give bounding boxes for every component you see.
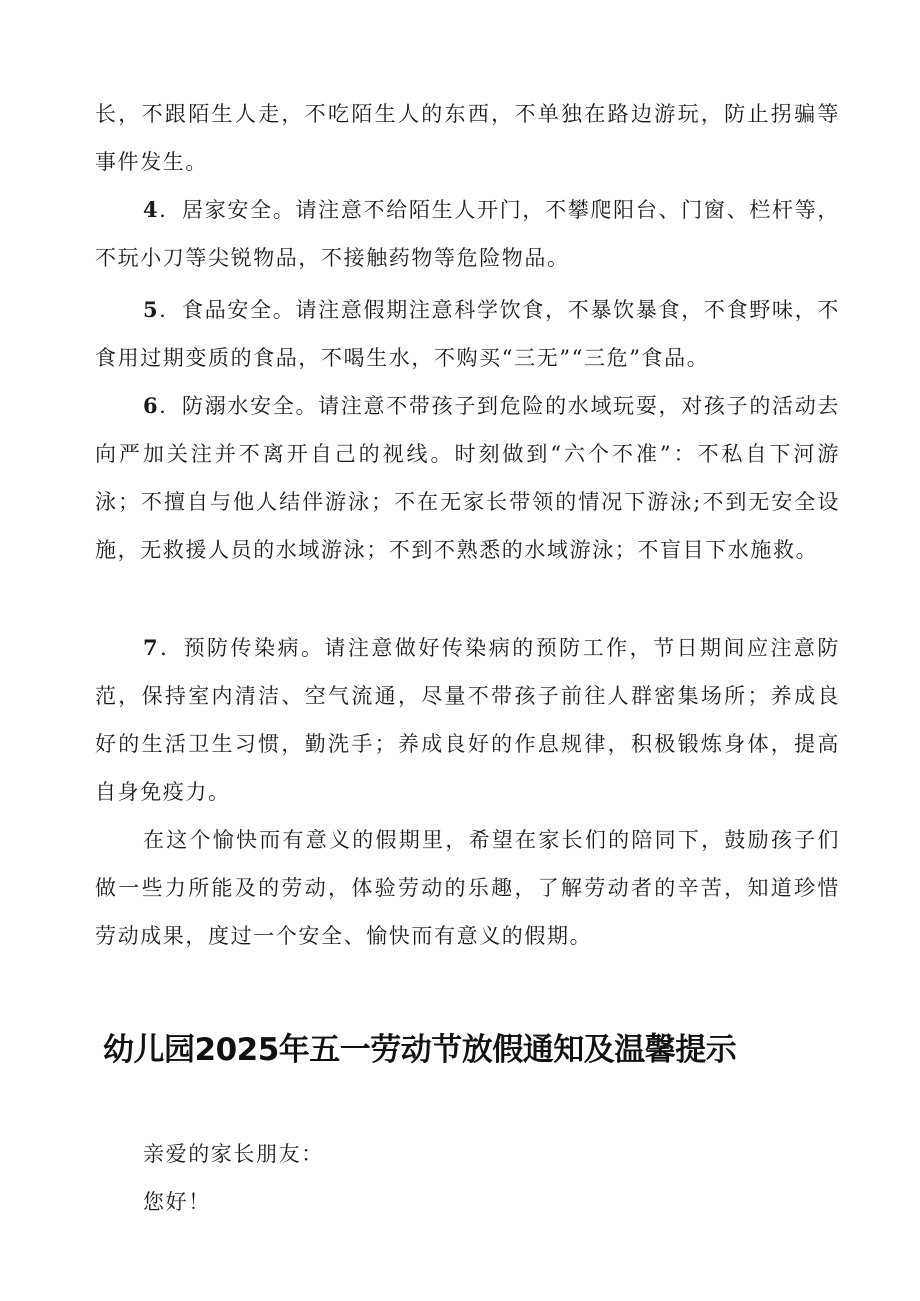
paragraph-text: ．居家安全。请注意不给陌生人开门，不攀爬阳台、门窗、栏杆等，不玩小刀等尖锐物品，不接触药物等危险物品。 — [95, 198, 840, 270]
item-number: 7 — [143, 635, 160, 660]
greeting-hello: 您好！ — [143, 1190, 211, 1214]
greeting-salutation: 亲爱的家长朋友： — [143, 1142, 324, 1166]
paragraph-closing — [95, 816, 840, 960]
paragraph-text: 长，不跟陌生人走，不吃陌生人的东西，不单独在路边游玩，防止拐骗等事件发生。 — [95, 102, 840, 174]
paragraph-text: ．食品安全。请注意假期注意科学饮食，不暴饮暴食，不食野味，不食用过期变质的食品，不喝生水，不购买“三无”“三危”食品。 — [95, 298, 840, 370]
paragraph-text: ．防溺水安全。请注意不带孩子到危险的水域玩耍，对孩子的活动去向严加关注并不离开自己的视线。时刻做到“六个不准”：不私自下河游泳；不擅自与他人结伴游泳；不在无家长带领的情况下游泳;不到无安全设施，无救援人员的水域游泳；不到不熟悉的水域游泳；不盲目下水施救。 — [95, 394, 840, 562]
item-number: 4 — [143, 197, 160, 222]
paragraph-disease-prevention — [95, 624, 840, 816]
paragraph-text: 在这个愉快而有意义的假期里，希望在家长们的陪同下，鼓励孩子们做一些力所能及的劳动，体验劳动的乐趣，了解劳动者的辛苦，知道珍惜劳动成果，度过一个安全、愉快而有意义的假期。 — [95, 828, 840, 948]
item-number: 5 — [143, 297, 160, 322]
paragraph-home-safety — [95, 186, 840, 282]
item-number: 6 — [143, 393, 160, 418]
paragraph-drowning-prevention — [95, 382, 840, 574]
paragraph-text: ．预防传染病。请注意做好传染病的预防工作，节日期间应注意防范，保持室内清洁、空气流通，尽量不带孩子前往人群密集场所；养成良好的生活卫生习惯，勤洗手；养成良好的作息规律，积极锻炼身体，提高自身免疫力。 — [95, 636, 840, 804]
notice-title: 幼儿园2025年五一劳动节放假通知及温馨提示 — [103, 1032, 737, 1068]
paragraph-stranger-safety-continued — [95, 90, 840, 186]
paragraph-food-safety — [95, 286, 840, 382]
